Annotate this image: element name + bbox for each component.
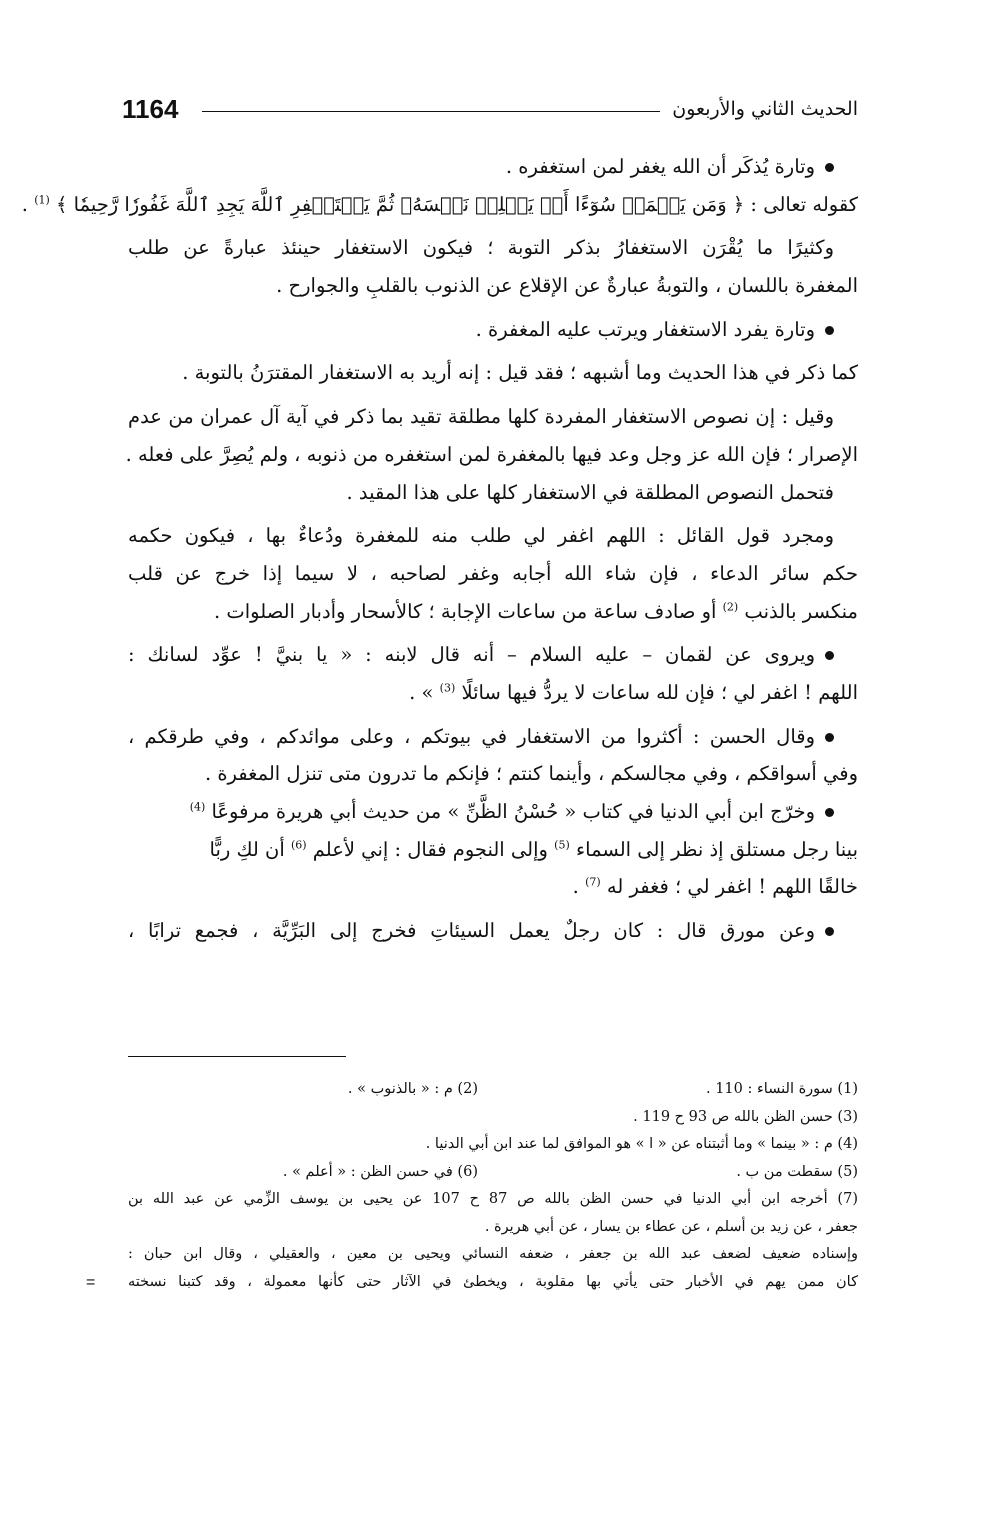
text-line: كقوله تعالى : ﴿ وَمَن يَعۡمَلۡ سُوٓءًا أَوۡ يَظۡلِمۡ نَفۡسَهُۥ ثُمَّ يَسۡتَغۡفِرِ ٱللَّهَ يَجِدِ ٱللَّهَ غَفُورٗا رَّحِيمٗا ﴾ $^{(1)}$ . (21, 192, 858, 216)
text-line: الإصرار ؛ فإن الله عز وجل وعد فيها بالمغفرة لمن استغفره من ذنوبه ، ولم يُصِرَّ على فعله . (125, 442, 858, 466)
bullet-icon (825, 163, 834, 172)
text-line: وقال الحسن : أكثروا من الاستغفار في بيوتكم ، وعلى موائدكم ، وفي طرقكم ، (128, 718, 858, 756)
bullet-icon (825, 927, 834, 936)
footnote-6: (6) في حسن الظن : « أعلم » . (282, 1163, 478, 1180)
footnote-2: (2) م : « بالذنوب » . (347, 1081, 478, 1097)
footnote-separator (128, 1056, 346, 1057)
text-line: وعن مورق قال : كان رجلٌ يعمل السيئاتِ فخرج إلى البَرِّيَّة ، فجمع ترابًا ، (128, 912, 858, 950)
text-line: فتحمل النصوص المطلقة في الاستغفار كلها على هذا المقيد . (346, 480, 834, 504)
continuation-mark: = (86, 1273, 96, 1291)
quran-verse: كقوله تعالى : ﴿ وَمَن يَعۡمَلۡ سُوٓءًا أَوۡ يَظۡلِمۡ نَفۡسَهُۥ ثُمَّ يَسۡتَغۡفِرِ ٱللَّهَ يَجِدِ ٱللَّهَ غَفُورٗا رَّحِيمٗا ﴾ (56, 192, 858, 216)
bullet-icon (825, 733, 834, 742)
text-line: وخرّج ابن أبي الدنيا في كتاب « حُسْنُ الظَّنِّ » من حديث أبي هريرة مرفوعًا $^{(4)}$ (128, 793, 858, 831)
footnotes (86, 1076, 858, 1296)
text-line: وتارة يفرد الاستغفار ويرتب عليه المغفرة . (128, 311, 858, 349)
footnote-1: (1) سورة النساء : 110 . (705, 1081, 858, 1097)
text-line: منكسر بالذنب $^{(2)}$ أو صادف ساعة من ساعات الإجابة ؛ كالأسحار وأدبار الصلوات . (214, 599, 858, 623)
text-line: وكثيرًا ما يُقْرَن الاستغفارُ بذكر التوبة ؛ فيكون الاستغفار حينئذ عبارةً عن طلب (128, 236, 834, 260)
footnote-ref: (3) (439, 681, 456, 695)
footnote-ref: (4) (189, 800, 206, 814)
footnote-7-line: وإسناده ضعيف لضعف عبد الله بن جعفر ، ضعفه النسائي ويحيى بن معين ، والعقيلي ، وقال ابن حبان : (128, 1246, 858, 1262)
text-line: خالقًا اللهم ! اغفر لي ؛ فغفر له $^{(7)}$ . (572, 875, 858, 899)
footnote-ref: (1) (34, 193, 50, 207)
text-line: وقيل : إن نصوص الاستغفار المفردة كلها مطلقة تقيد بما ذكر في آية آل عمران من عدم (128, 405, 834, 429)
text-line: ومجرد قول القائل : اللهم اغفر لي طلب منه للمغفرة ودُعاءٌ بها ، فيكون حكمه (128, 524, 834, 548)
footnote-5: (5) سقطت من ب . (736, 1163, 858, 1180)
bullet-icon (825, 326, 834, 335)
text-line: اللهم ! اغفر لي ؛ فإن لله ساعات لا يردُّ فيها سائلًا $^{(3)}$ » . (409, 680, 858, 704)
footnote-ref: (7) (585, 875, 601, 889)
text-line: كما ذكر في هذا الحديث وما أشبهه ؛ فقد قيل : إنه أريد به الاستغفار المقترَنُ بالتوبة . (182, 361, 858, 385)
bullet-icon (825, 651, 834, 660)
footnote-7-line: كان ممن يهم في الأخبار حتى يأتي بها مقلوبة ، ويخطئ في الآثار حتى كأنها معمولة ، وقد كتبنا نسخته = (128, 1269, 858, 1297)
text-line: بينا رجل مستلق إذ نظر إلى السماء $^{(5)}$ وإلى النجوم فقال : إني لأعلم $^{(6)}$ أن لكِ ربًّا (209, 837, 858, 861)
text-line: وتارة يُذكَر أن الله يغفر لمن استغفره . (128, 148, 858, 186)
footnote-3: (3) حسن الظن بالله ص 93 ح 119 . (633, 1108, 858, 1125)
page-header (122, 92, 858, 132)
header-rule (202, 111, 660, 112)
text-line: حكم سائر الدعاء ، فإن شاء الله أجابه وغفر لصاحبه ، لا سيما إذا خرج عن قلب (128, 561, 858, 585)
footnote-line (128, 1076, 858, 1104)
footnote-4: (4) م : « بينما » وما أثبتناه عن « ا » هو الموافق لما عند ابن أبي الدنيا . (425, 1136, 858, 1152)
footnote-ref: (6) (291, 838, 307, 852)
footnote-7-line: (7) أخرجه ابن أبي الدنيا في حسن الظن بالله ص 87 ح 107 عن يحيى بن يوسف الزِّمي عن عبد الله بن (128, 1191, 858, 1207)
footnote-ref: (5) (554, 838, 570, 852)
footnote-7-line: جعفر ، عن زيد بن أسلم ، عن عطاء بن يسار ، عن أبي هريرة . (484, 1218, 858, 1235)
bullet-icon (825, 808, 834, 817)
text-line: ويروى عن لقمان – عليه السلام – أنه قال لابنه : « يا بنيَّ ! عوِّد لسانك : (128, 636, 858, 674)
footnote-line (128, 1159, 858, 1187)
page-number: 1164 (122, 94, 179, 124)
chapter-title: الحديث الثاني والأربعون (672, 98, 858, 120)
text-line: وفي أسواقكم ، وفي مجالسكم ، وأينما كنتم ؛ فإنكم ما تدرون متى تنزل المغفرة . (204, 762, 858, 786)
body-text (21, 148, 858, 950)
text-line: المغفرة باللسان ، والتوبةُ عبارةٌ عن الإقلاع عن الذنوب بالقلبِ والجوارح . (276, 274, 858, 298)
footnote-ref: (2) (722, 600, 739, 614)
